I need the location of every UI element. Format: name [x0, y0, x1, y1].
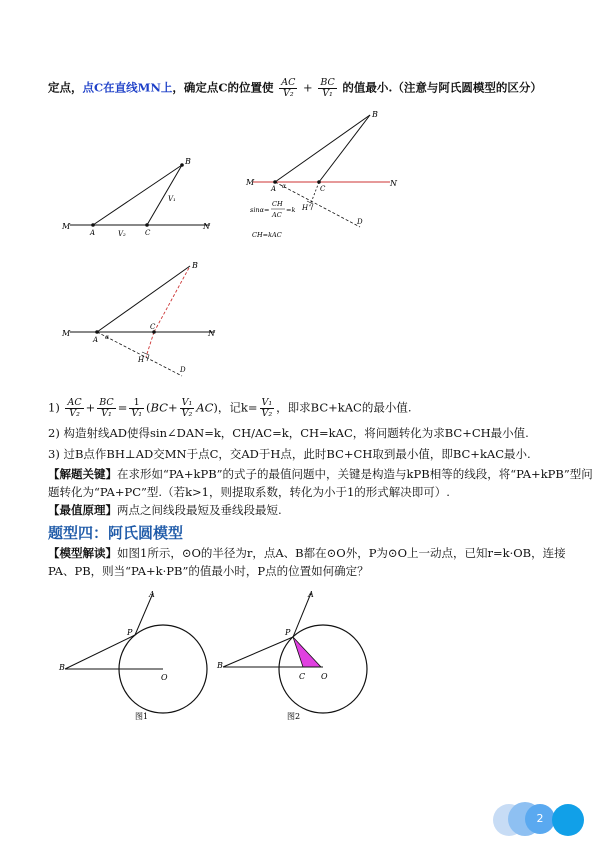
- fig2-sin-den: AC: [272, 211, 282, 219]
- circle2-label-O: O: [321, 672, 328, 681]
- step-3: 3) 过B点作BH⊥AD交MN于点C，交AD于H点，此时BC+CH取到最小值，即BC+kAC最小.: [48, 447, 531, 461]
- key-line-1: 【解题关键】在求形如“PA+kPB”的式子的最值问题中，关键是构造与kPB相等的线段，将“PA+kPB”型问: [48, 467, 593, 481]
- step-1: 1) $\frac{AC}{\text{V₂}}$ + $\frac{BC}{\text{V₁}}$ = $\frac{1}{\text{V₁}}$ (BC+ $\frac{\text{V₁}}{\text{V₂}}$ AC)，记k= $\frac{\text{V₁}}{\text{V₂}}$ ，即求BC+kAC的最小值.: [48, 397, 412, 419]
- fig2-label-A: A: [271, 185, 277, 193]
- fig3-label-alpha: α: [105, 334, 110, 341]
- fig3-label-B: B: [192, 261, 198, 270]
- section-title: 题型四：阿氏圆模型: [48, 524, 184, 542]
- fig2-label-C: C: [320, 185, 326, 193]
- intro-highlight: 点C在直线MN上: [82, 80, 173, 95]
- circle2-label-B: B: [217, 661, 223, 670]
- page-bubble-dark: [552, 804, 584, 836]
- fraction-ac-v2: $\frac{AC}{\text{V₂}}$: [281, 77, 296, 99]
- circle1-label-P: P: [127, 628, 133, 637]
- fig3-label-M: M: [62, 329, 71, 338]
- fig1-label-C: C: [145, 229, 151, 237]
- circle2-caption: 图2: [287, 712, 301, 721]
- intro-line: [48, 78, 542, 99]
- fraction-bc-v1: $\frac{BC}{\text{V₁}}$: [320, 77, 335, 99]
- step-2: 2) 构造射线AD使得sin∠DAN=k，CH/AC=k，CH=kAC，将问题转化为求BC+CH最小值.: [48, 426, 529, 440]
- fig2-ch-eq: CH=kAC: [252, 231, 282, 239]
- figure-2: [245, 105, 415, 245]
- fig3-label-D: D: [180, 366, 186, 374]
- fig3-label-N: N: [208, 329, 215, 338]
- fig2-label-H: H: [302, 204, 309, 212]
- plus-sign: +: [303, 80, 313, 95]
- circle2-label-P: P: [285, 628, 291, 637]
- page-number: 2: [525, 804, 555, 834]
- fig3-label-C: C: [150, 323, 156, 331]
- circle2-label-C: C: [299, 672, 306, 681]
- fig1-label-N: N: [203, 222, 210, 231]
- circle2-label-A: A: [308, 590, 314, 599]
- circle-figure-2: [215, 585, 385, 725]
- fig3-label-H: H: [138, 356, 145, 364]
- circle1-label-O: O: [161, 673, 168, 682]
- figure-3: [60, 260, 225, 385]
- fig2-label-M: M: [246, 178, 255, 187]
- fig2-sin-num: CH: [272, 200, 283, 208]
- intro-tail: 的值最小.（注意与阿氏圆模型的区分）: [342, 80, 542, 95]
- circle-figure-1: [55, 585, 225, 725]
- circle1-label-A: A: [149, 590, 155, 599]
- fig1-label-A: A: [90, 229, 96, 237]
- fig2-label-N: N: [390, 179, 397, 188]
- principle-line: 【最值原理】两点之间线段最短及垂线段最短.: [48, 503, 282, 517]
- key-line-2: 题转化为“PA+PC”型.（若k>1，则提取系数，转化为小于1的形式解决即可）.: [48, 485, 450, 499]
- fig2-label-alpha: α: [282, 183, 287, 190]
- circle1-label-B: B: [59, 663, 65, 672]
- fig1-label-V2: V₂: [118, 230, 126, 238]
- intro-mid: ，确定点C的位置使: [172, 80, 274, 95]
- fig1-label-B: B: [185, 157, 191, 166]
- model-line-1: 【模型解读】如图1所示，⊙O的半径为r，点A、B都在⊙O外，P为⊙O上一动点，已知r=k·OB，连接: [48, 546, 566, 560]
- fig3-label-A: A: [93, 336, 99, 344]
- fig2-sin-lhs: sinα=: [250, 206, 270, 214]
- intro-lead: 定点，: [48, 80, 83, 95]
- circle1-caption: 图1: [135, 712, 149, 721]
- fig2-label-B: B: [372, 110, 378, 119]
- fig1-label-V1: V₁: [168, 195, 176, 203]
- model-line-2: PA、PB，则当“PA+k·PB”的值最小时，P点的位置如何确定？: [48, 564, 369, 578]
- fig2-sin-rhs: =k: [286, 206, 296, 214]
- fig1-label-M: M: [62, 222, 71, 231]
- figure-1: [60, 155, 220, 240]
- fig2-label-D: D: [357, 218, 363, 226]
